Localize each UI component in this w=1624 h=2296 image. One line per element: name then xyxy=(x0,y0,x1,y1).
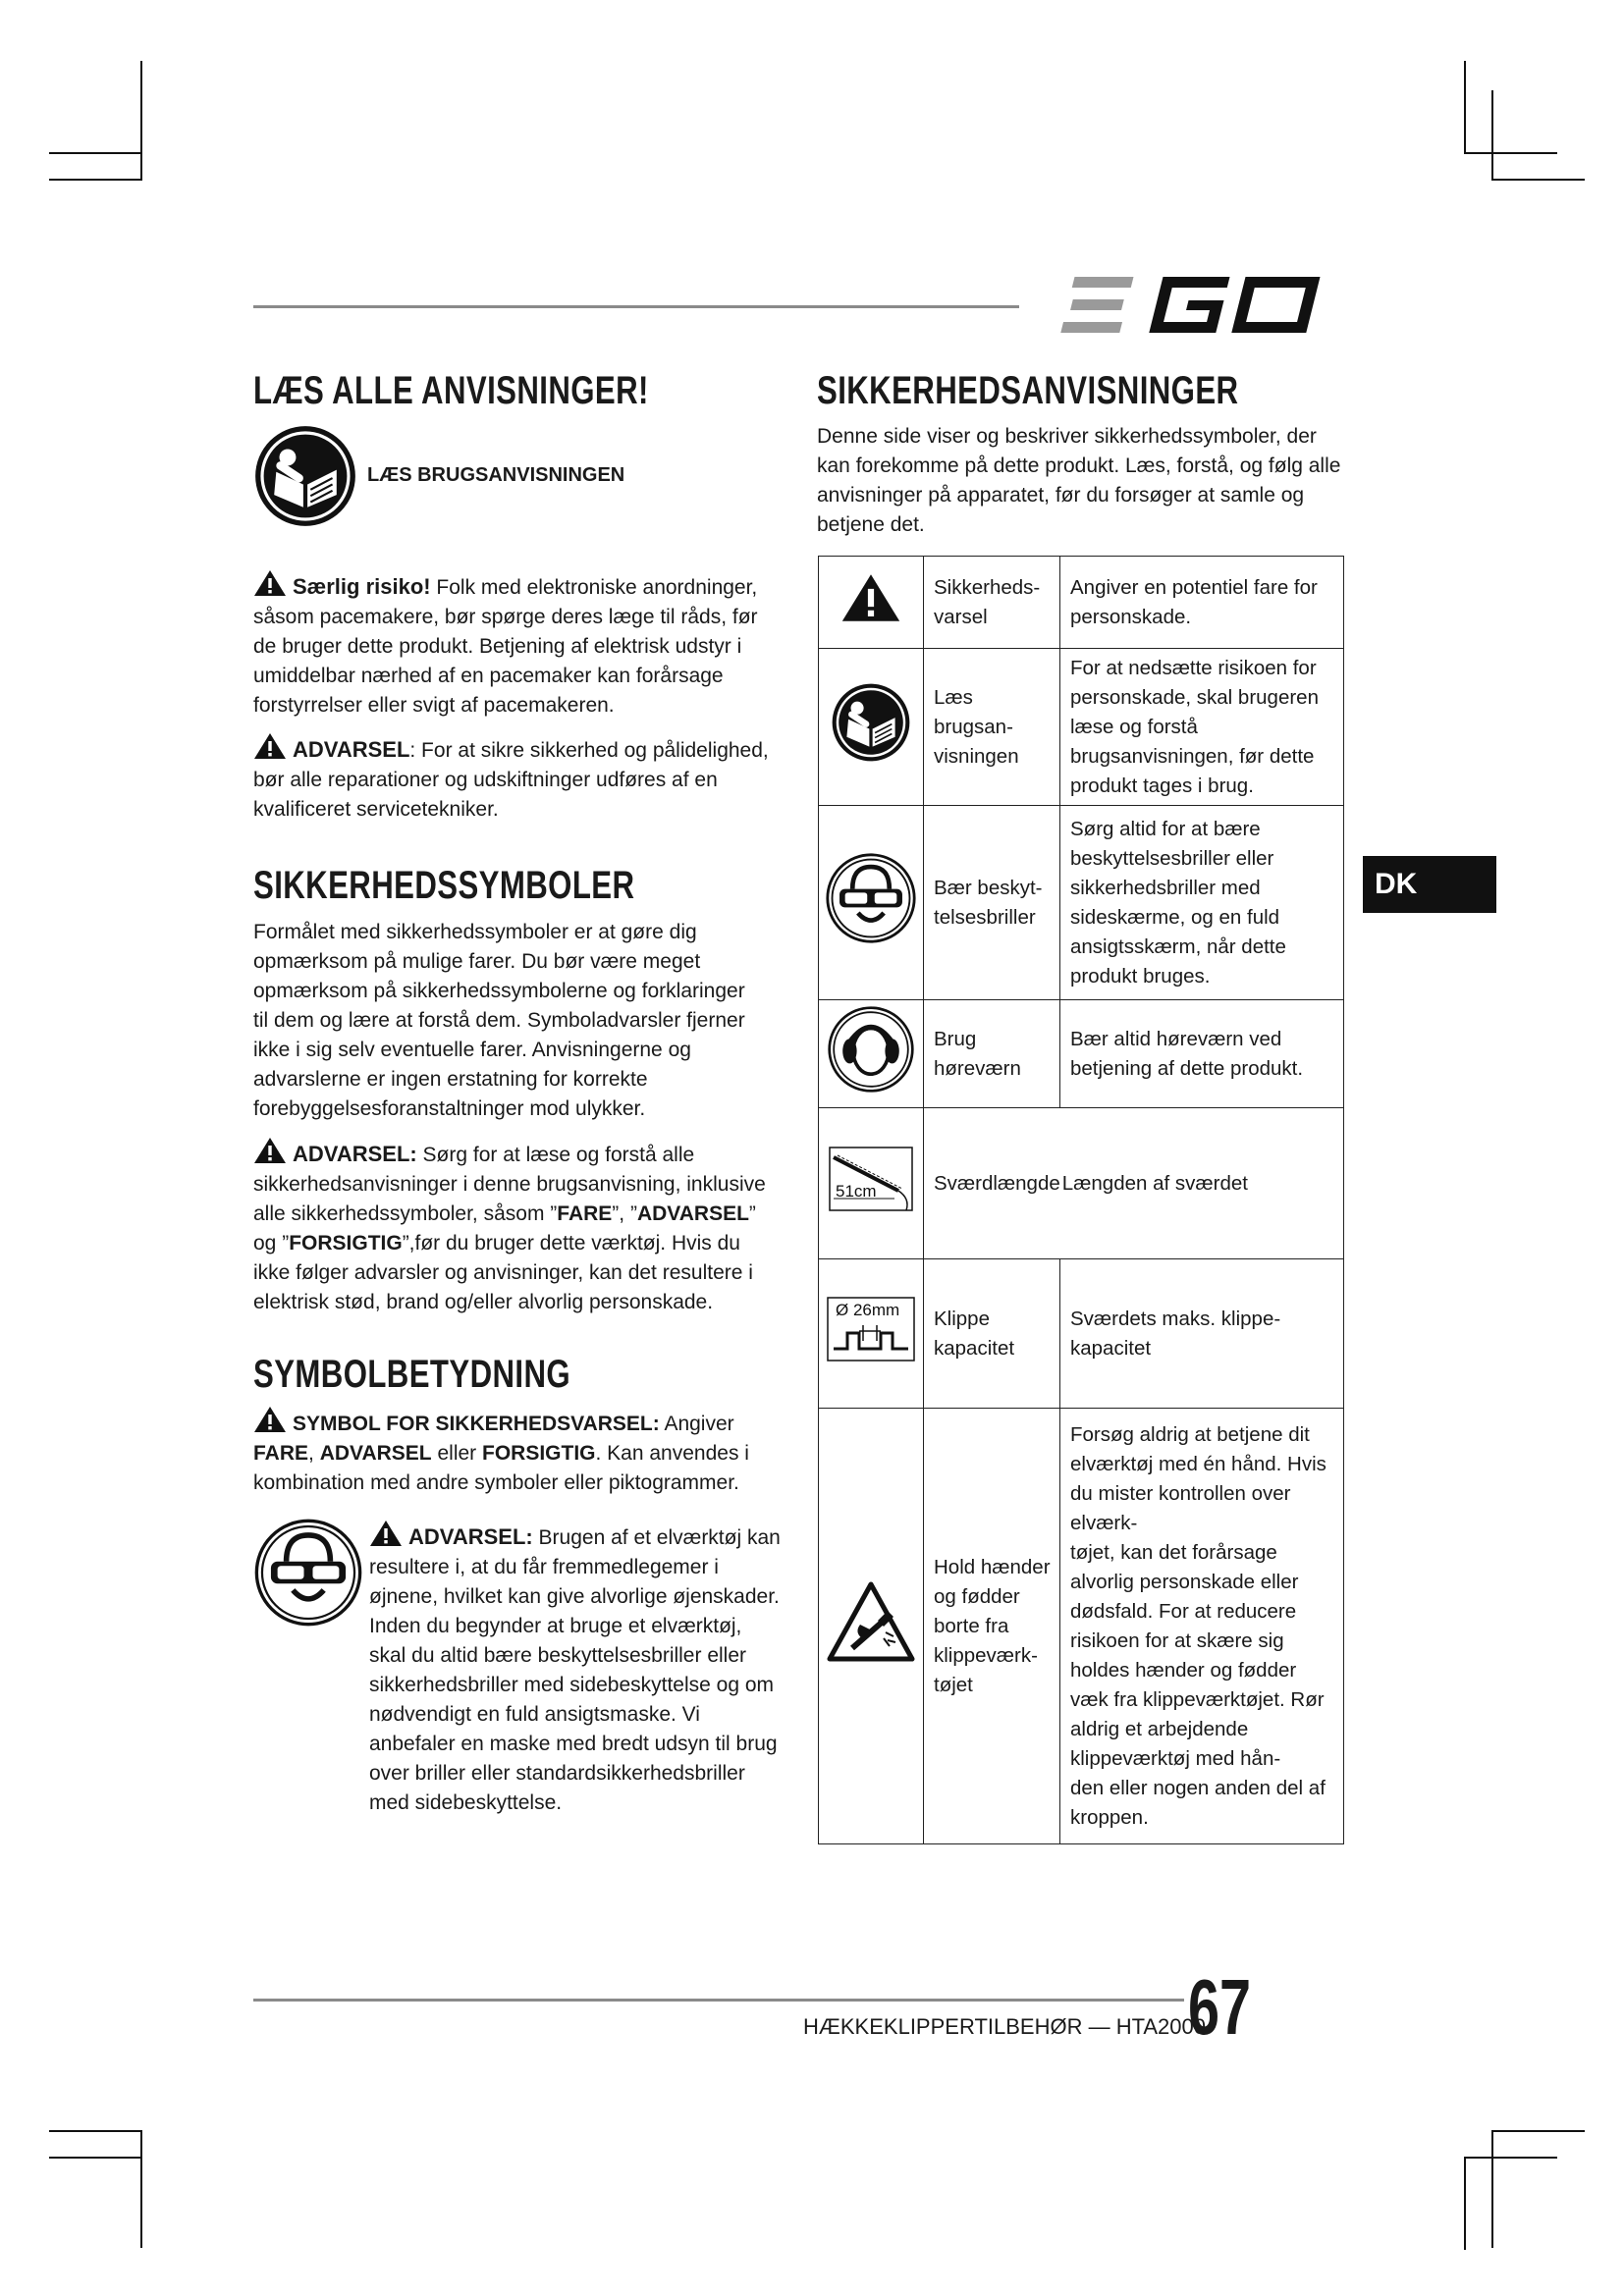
table-name-cell: Sikkerheds- varsel xyxy=(924,557,1060,649)
table-desc-cell: Angiver en potentiel fare for personskade. xyxy=(1060,557,1344,649)
table-icon-cell xyxy=(819,1000,924,1108)
special-risk-text: Folk med elektroniske anordninger, såsom pacemakere, bør spørge deres læge til råds, før de bruger dette produkt. Betjening af elektrisk udstyr i umiddelbar nærhed af en pacemaker kan forårsage forstyrrelser eller svigt af pacemakeren. xyxy=(253,576,758,717)
symbol-alert-lead: SYMBOL FOR SIKKERHEDSVARSEL: xyxy=(293,1413,660,1435)
footer-title: HÆKKEKLIPPERTILBEHØR — HTA2000 xyxy=(803,2014,1206,2039)
table-desc-cell: Sørg altid for at bære beskyttelsesbriller eller sikkerhedsbriller med sideskærme, og en fuld ansigtsskærm, når dette produkt bruges. xyxy=(1060,806,1344,1000)
symbol-alert-text: , xyxy=(308,1442,320,1465)
keyword-fare: FARE xyxy=(557,1202,613,1225)
keyword-forsigtig: FORSIGTIG xyxy=(482,1442,596,1465)
table-icon-cell xyxy=(819,1259,924,1409)
safety-symbols-intro: Formålet med sikkerhedssymboler er at gøre dig opmærksom på mulige farer. Du bør være meget opmærksom på sikkerhedssymbolerne og forklaringer til dem og lære at forstå dem. Symboladvarsler fjerner ikke i sig selv eventuelle farer. Anvisningerne og advarslerne er ingen erstatning for korrekte forebyggelsesforanstaltninger mod ulykker. xyxy=(253,921,745,1120)
crop-mark xyxy=(1491,2130,1585,2132)
warning-triangle-icon xyxy=(253,732,287,760)
keyword-advarsel: ADVARSEL xyxy=(636,1202,749,1225)
heading-read-all: LÆS ALLE ANVISNINGER! xyxy=(253,369,649,412)
crop-mark xyxy=(49,2130,142,2132)
symbol-table xyxy=(818,556,1344,1844)
warning-read-lead: ADVARSEL: xyxy=(293,1142,417,1166)
crop-mark xyxy=(49,2157,142,2159)
heading-safety-symbols: SIKKERHEDSSYMBOLER xyxy=(253,864,635,907)
heading-symbol-meaning: SYMBOLBETYDNING xyxy=(253,1353,571,1396)
ego-logo xyxy=(1049,271,1345,340)
table-row xyxy=(819,1259,1344,1409)
keyword-advarsel: ADVARSEL xyxy=(319,1442,432,1465)
crop-mark xyxy=(140,2130,142,2248)
read-manual-icon xyxy=(831,682,911,763)
keyword-fare: FARE xyxy=(253,1442,309,1465)
table-row xyxy=(819,1409,1344,1844)
symbol-alert-text: eller xyxy=(431,1442,482,1465)
table-icon-cell xyxy=(819,806,924,1000)
table-icon-cell xyxy=(819,557,924,649)
symbol-alert-text: . Kan anvendes i kombination med andre symboler eller piktogrammer. xyxy=(253,1442,749,1494)
warning-triangle-icon xyxy=(253,569,287,597)
table-name-cell: Klippe kapacitet xyxy=(924,1259,1060,1409)
table-desc-cell: Forsøg aldrig at betjene dit elværktøj med én hånd. Hvis du mister kontrollen over elværk- tøjet, kan det forårsage alvorlig personskade eller dødsfald. For at reducere risikoen for at skære sig holdes hænder og fødder væk fra klippeværktøjet. Rør aldrig et arbejdende klippeværktøj med hån- den eller nogen anden del af kroppen. xyxy=(1060,1409,1344,1844)
crop-mark xyxy=(1491,179,1585,181)
cutting-capacity-value: Ø 26mm xyxy=(836,1301,900,1319)
table-row xyxy=(819,1108,1344,1259)
symbol-alert-text: Angiver xyxy=(659,1413,734,1435)
crop-mark xyxy=(1491,2130,1493,2248)
page-number: 67 xyxy=(1188,1963,1252,2051)
table-row xyxy=(819,806,1344,1000)
header-rule xyxy=(253,305,1019,308)
warning-service-text: : For at sikre sikkerhed og pålidelighed, bør alle reparationer og udskiftninger udføres af en kvalificeret servicetekniker. xyxy=(253,739,769,821)
table-row xyxy=(819,649,1344,806)
crop-mark xyxy=(1491,90,1493,181)
safety-instructions-intro: Denne side viser og beskriver sikkerhedssymboler, der kan forekomme på dette produkt. Læs, forstå, og følg alle anvisninger på apparatet, før du forsøger at samle og betjene det. xyxy=(817,425,1341,536)
warning-triangle-icon xyxy=(253,1137,287,1164)
warning-read-paragraph xyxy=(253,1137,769,1317)
footer-rule xyxy=(253,1999,1184,2002)
keep-hands-away-icon xyxy=(827,1581,915,1662)
language-tab: DK xyxy=(1363,856,1496,913)
crop-mark xyxy=(140,61,142,179)
crop-mark xyxy=(1464,61,1466,154)
special-risk-lead: Særlig risiko! xyxy=(293,574,431,599)
keyword-forsigtig: FORSIGTIG xyxy=(289,1232,403,1255)
table-desc-cell: For at nedsætte risikoen for personskade, skal brugeren læse og forstå brugsanvisningen, før dette produkt tages i brug. xyxy=(1060,649,1344,806)
read-manual-label: LÆS BRUGSANVISNINGEN xyxy=(367,464,625,486)
warning-triangle-icon xyxy=(253,1406,287,1433)
safety-goggles-icon xyxy=(825,852,917,944)
safety-goggles-icon xyxy=(253,1518,363,1628)
warning-read-text: ” og ” xyxy=(253,1202,756,1255)
special-risk-paragraph xyxy=(253,569,774,721)
blade-length-desc: Længden af sværdet xyxy=(1061,1171,1248,1195)
table-desc-cell: Sværdets maks. klippe- kapacitet xyxy=(1060,1259,1344,1409)
crop-mark xyxy=(1464,152,1557,154)
warning-read-text: ”, ” xyxy=(612,1202,637,1225)
table-row xyxy=(819,1000,1344,1108)
goggles-warning-paragraph xyxy=(369,1520,784,1818)
table-icon-cell xyxy=(819,649,924,806)
table-name-cell xyxy=(924,1108,1344,1259)
goggles-warning-lead: ADVARSEL: xyxy=(408,1524,533,1549)
table-icon-cell xyxy=(819,1108,924,1259)
crop-mark xyxy=(1464,2157,1557,2159)
table-row xyxy=(819,557,1344,649)
table-desc-cell: Bær altid høreværn ved betjening af dette produkt. xyxy=(1060,1000,1344,1108)
warning-read-text: ”,før du bruger dette værktøj. Hvis du ikke følger advarsler og anvisninger, kan det resultere i elektrisk stød, brand og/eller alvorlig personskade. xyxy=(253,1232,753,1313)
blade-length-icon xyxy=(824,1140,918,1218)
read-manual-icon xyxy=(253,424,357,528)
warning-triangle-icon xyxy=(369,1520,403,1547)
symbol-alert-paragraph xyxy=(253,1406,764,1498)
crop-mark xyxy=(1464,2157,1466,2250)
warning-triangle-icon xyxy=(840,570,901,625)
table-name-cell: Læs brugsan- visningen xyxy=(924,649,1060,806)
crop-mark xyxy=(49,179,142,181)
warning-service-paragraph xyxy=(253,732,774,825)
blade-length-value: 51cm xyxy=(836,1182,877,1201)
goggles-warning-text: Brugen af et elværktøj kan resultere i, at du får fremmedlegemer i øjnene, hvilket kan give alvorlige øjenskader. Inden du begynder at bruge et elværktøj, skal du altid bære beskyttelsesbriller eller sikkerhedsbriller med sidebeskyttelse og om nødvendigt en fuld ansigtsmaske. Vi anbefaler en maske med bredt udsyn til brug over briller eller standardsikkerhedsbriller med sidebeskyttelse. xyxy=(369,1526,781,1814)
table-name-cell: Brug høreværn xyxy=(924,1000,1060,1108)
table-name-cell: Bær beskyt- telsesbriller xyxy=(924,806,1060,1000)
blade-length-name: Sværdlængde xyxy=(934,1171,1060,1195)
heading-safety-instructions: SIKKERHEDSANVISNINGER xyxy=(817,369,1239,412)
crop-mark xyxy=(49,152,142,154)
warning-service-lead: ADVARSEL xyxy=(293,737,410,762)
table-icon-cell xyxy=(819,1409,924,1844)
hearing-protection-icon xyxy=(827,1005,915,1094)
warning-read-text: Sørg for at læse og forstå alle sikkerhedsanvisninger i denne brugsanvisning, inklusive alle sikkerhedssymboler, såsom ” xyxy=(253,1144,766,1225)
cutting-capacity-icon xyxy=(824,1292,918,1366)
table-name-cell: Hold hænder og fødder borte fra klippeværk- tøjet xyxy=(924,1409,1060,1844)
